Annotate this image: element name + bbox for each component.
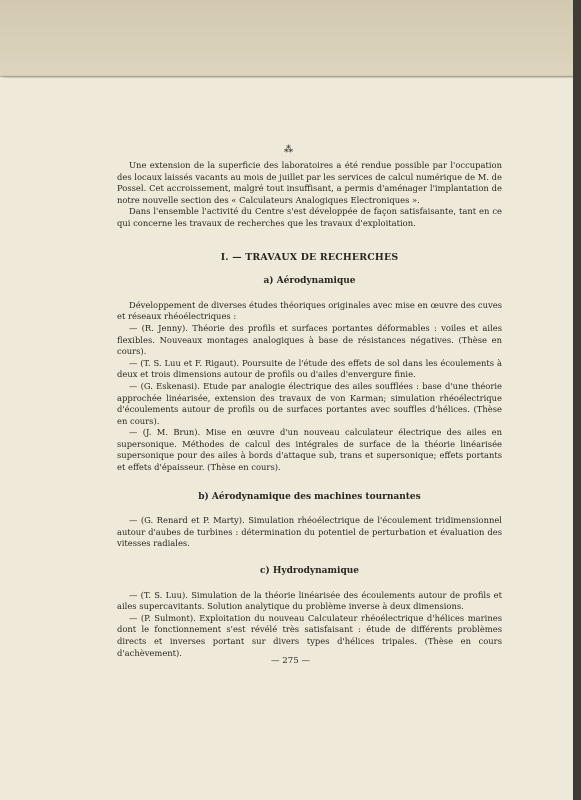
section-title: I. — TRAVAUX DE RECHERCHES	[220, 251, 399, 263]
asterism: ⁂	[284, 145, 293, 155]
item-text: Mise en œuvre d'un nouveau calculateur électrique des ailes en supersonique. Méthodes de calcul des intégrales de surface de la théorie linéarisée supersonique pour des ailes à bords d'attaque sub, trans et supersonique; effets portants et effets d'épaisseur. (Thèse en cours).	[117, 427, 502, 473]
subsection-a-intro: Développement de diverses études théoriques originales avec mise en œuvre des cuves et réseaux rhéoélectriques :	[117, 299, 502, 322]
item-author: — (T. S. Luu).	[129, 589, 188, 600]
list-item	[117, 590, 502, 613]
subsection-title-a: a) Aérodynamique	[263, 276, 356, 287]
item-text: Théorie des profils et surfaces portantes déformables : voiles et ailes flexibles. Nouveaux montages analogiques à base de résistances négatives. (Thèse en cours).	[117, 322, 502, 357]
item-author: — (R. Jenny).	[129, 322, 188, 333]
intro-paragraph-1: Une extension de la superficie des laboratoires a été rendue possible par l'occupation des locaux laissés vacants au mois de juillet par les services de calcul numérique de M. de Possel. Cet accroissement, malgré tout insuffisant, a permis d'aménager l'implantation de notre nouvelle section des « Calculateurs Analogiques Electroniques ».	[117, 160, 502, 205]
scan-margin	[573, 0, 581, 800]
item-author: — (J. M. Brun).	[129, 427, 201, 438]
list-item	[117, 323, 502, 358]
list-item	[117, 515, 502, 550]
list-item	[117, 427, 502, 473]
document-body	[117, 146, 502, 659]
list-item	[117, 358, 502, 381]
item-text: Simulation rhéoélectrique de l'écoulement tridimensionnel autour d'aubes de turbines : détermination du potentiel de perturbation et évaluation des vitesses radiales.	[117, 515, 502, 549]
item-author: — (G. Renard et P. Marty).	[129, 515, 245, 526]
item-text: Exploitation du nouveau Calculateur rhéoélectrique d'hélices marines dont le fonctionnement s'est révélé très satisfaisant : étude de différents problèmes directs et inverses portant sur divers types d'hélices tripales. (Thèse en cours d'achèvement).	[117, 612, 502, 658]
item-author: — (P. Sulmont).	[129, 612, 196, 623]
item-text: Etude par analogie électrique des ailes soufflées : base d'une théorie approchée linéarisée, extension des travaux de von Karman; simulation rhéoélectrique d'écoulements autour de profils ou de surfaces portantes avec souffles d'hélices. (Thèse en cours).	[117, 380, 502, 426]
item-author: — (T. S. Luu et F. Rigaut).	[129, 357, 240, 368]
item-text: Poursuite de l'étude des effets de sol dans les écoulements à deux et trois dimensions autour de profils ou d'ailes d'envergure finie.	[117, 357, 502, 380]
item-text: Simulation de la théorie linéarisée des écoulements autour de profils et ailes supercavitants. Solution analytique du problème inverse à deux dimensions.	[117, 589, 502, 612]
intro-paragraph-2: Dans l'ensemble l'activité du Centre s'est développée de façon satisfaisante, tant en ce qui concerne les travaux de recherches que les travaux d'exploitation.	[117, 206, 502, 228]
previous-page-edge	[0, 0, 581, 77]
page-number: — 275 —	[270, 656, 311, 666]
item-author: — (G. Eskenasi).	[129, 380, 200, 391]
list-item	[117, 381, 502, 427]
subsection-title-b: b) Aérodynamique des machines tournantes	[198, 491, 421, 502]
list-item	[117, 613, 502, 659]
subsection-title-c: c) Hydrodynamique	[259, 566, 360, 577]
